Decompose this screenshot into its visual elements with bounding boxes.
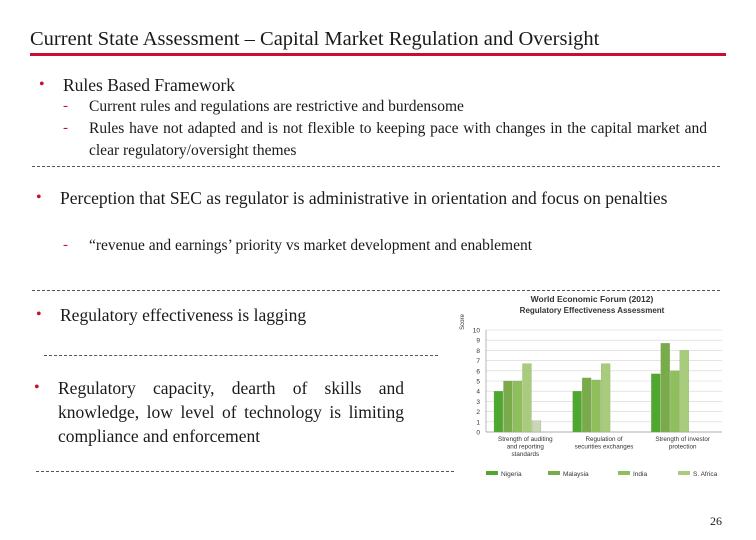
bullet-capacity: [34, 376, 404, 448]
dash-marker: -: [63, 98, 68, 114]
legend-swatch: [486, 471, 498, 475]
y-tick-label: 10: [472, 327, 480, 335]
y-tick-label: 3: [476, 398, 480, 406]
x-tick-label: Regulation of: [585, 436, 623, 443]
page-number: 26: [710, 514, 722, 528]
bar: [592, 380, 601, 432]
x-tick-label: Strength of auditing: [498, 436, 553, 443]
sub-bullet-text: Rules have not adapted and is not flexible to keeping pace with changes in the capital market and clear regulatory/oversight themes: [89, 120, 707, 159]
legend-label: S. Africa: [693, 471, 718, 478]
y-tick-label: 1: [476, 419, 480, 427]
separator-3: [44, 355, 438, 356]
bar: [582, 378, 591, 432]
slide-title: Current State Assessment – Capital Market Regulation and Oversight: [30, 28, 600, 50]
separator-2: [32, 290, 720, 291]
y-tick-label: 2: [476, 409, 480, 417]
chart-title: World Economic Forum (2012): [530, 294, 654, 304]
x-tick-label: and reporting: [506, 443, 544, 451]
bar: [494, 391, 503, 432]
y-tick-label: 6: [476, 368, 480, 376]
bar: [504, 381, 513, 432]
y-tick-label: 9: [476, 337, 480, 345]
bullet-effectiveness: [36, 303, 420, 327]
legend-swatch: [618, 471, 630, 475]
bar: [680, 350, 689, 432]
bar: [532, 421, 541, 432]
bar: [601, 364, 610, 432]
bullet-text: Regulatory capacity, dearth of skills and knowledge, low level of technology is limiting compliance and enforcement: [58, 378, 404, 446]
legend-swatch: [548, 471, 560, 475]
x-tick-label: securities exchanges: [574, 443, 634, 451]
x-tick-label: Strength of investor: [655, 436, 710, 443]
bar: [523, 364, 532, 432]
bar: [513, 381, 522, 432]
legend-label: Nigeria: [501, 471, 522, 478]
sub-bullet-revenue: [63, 235, 709, 257]
bullet-text: Rules Based Framework: [63, 75, 236, 95]
legend-label: India: [633, 471, 648, 478]
bullet-dot: •: [36, 306, 42, 323]
bar: [670, 371, 679, 432]
dash-marker: -: [63, 120, 68, 136]
sub-bullet-restrictive: [63, 96, 709, 118]
bullet-rules-framework: [39, 73, 703, 97]
legend-label: Malaysia: [563, 471, 589, 478]
bullet-dot: •: [39, 76, 45, 93]
y-tick-label: 4: [476, 388, 480, 396]
y-tick-label: 7: [476, 358, 480, 366]
legend-swatch: [678, 471, 690, 475]
separator-1: [32, 166, 720, 167]
bullet-dot: •: [34, 379, 40, 396]
separator-4: [36, 471, 454, 472]
y-axis-label: Score: [460, 314, 466, 330]
bullet-text: Regulatory effectiveness is lagging: [60, 305, 307, 325]
y-tick-label: 5: [476, 378, 480, 386]
title-underline: [30, 53, 726, 56]
bullet-text: Perception that SEC as regulator is administrative in orientation and focus on penalties: [60, 188, 668, 208]
bullet-dot: •: [36, 189, 42, 206]
bar: [651, 374, 660, 432]
dash-marker: -: [63, 237, 68, 253]
regulatory-effectiveness-chart: [456, 292, 728, 488]
bar: [661, 343, 670, 432]
y-tick-label: 0: [476, 429, 480, 437]
sub-bullet-text: Current rules and regulations are restrictive and burdensome: [89, 98, 464, 115]
bar: [573, 391, 582, 432]
chart-subtitle: Regulatory Effectiveness Assessment: [519, 306, 665, 315]
y-tick-label: 8: [476, 347, 480, 355]
bullet-sec-perception: [36, 186, 710, 210]
sub-bullet-not-adapted: [63, 118, 707, 162]
x-tick-label: protection: [668, 443, 697, 451]
x-tick-label: standards: [511, 451, 540, 458]
sub-bullet-text: “revenue and earnings’ priority vs market development and enablement: [89, 237, 533, 254]
